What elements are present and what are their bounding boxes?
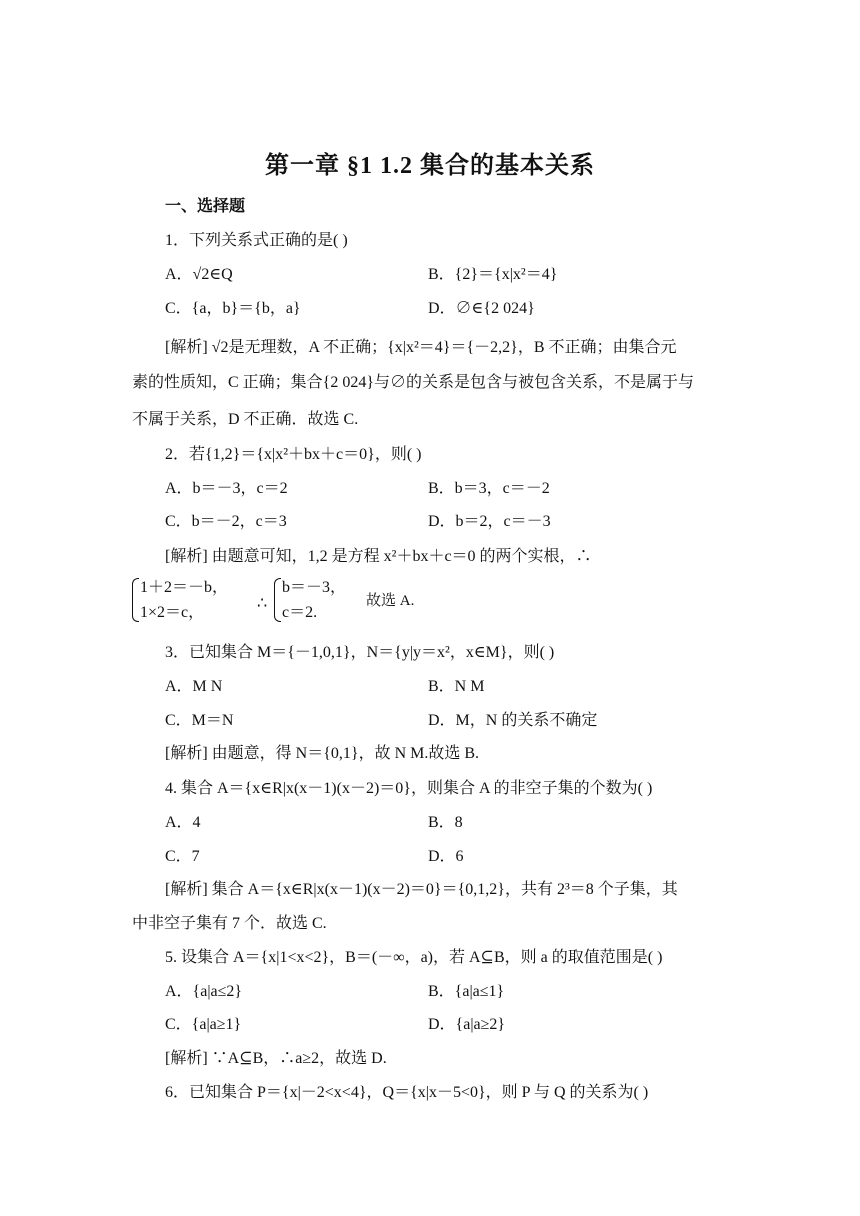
system-brace-1 [132, 578, 139, 622]
question-4-option-d: D．6 [428, 848, 464, 865]
system-1-eq-1: 1＋2＝－b， [140, 579, 229, 596]
question-1-solution-line-3: 不属于关系，D 不正确．故选 C. [132, 411, 359, 428]
question-1-option-c: C．{a，b}＝{b，a} [165, 300, 301, 317]
question-2-solution-line-1: [解析] 由题意可知，1,2 是方程 x²＋bx＋c＝0 的两个实根，∴ [165, 548, 592, 565]
question-1-option-b: B．{2}＝{x|x²＝4} [428, 266, 558, 283]
system-1-eq-2: 1×2＝c， [140, 604, 205, 621]
question-3-stem: 3．已知集合 M＝{－1,0,1}，N＝{y|y＝x²，x∈M}，则( ) [165, 644, 555, 661]
question-1-stem: 1．下列关系式正确的是( ) [165, 232, 348, 249]
section-heading: 一、选择题 [165, 198, 246, 215]
question-1-option-a: A．√2∈Q [165, 266, 233, 283]
question-4-stem: 4. 集合 A＝{x∈R|x(x－1)(x－2)＝0}，则集合 A 的非空子集的个数为( ) [165, 780, 653, 797]
question-2-option-a: A．b＝－3，c＝2 [165, 480, 288, 497]
question-3-option-a: A．M N [165, 678, 223, 695]
question-5-option-d: D．{a|a≥2} [428, 1016, 506, 1033]
question-4-solution-line-2: 中非空子集有 7 个．故选 C. [132, 915, 327, 932]
question-1-solution-line-1: [解析] √2是无理数，A 不正确；{x|x²＝4}＝{－2,2}，B 不正确；由集合元 [165, 339, 677, 356]
question-4-solution-line-1: [解析] 集合 A＝{x∈R|x(x－1)(x－2)＝0}＝{0,1,2}，共有 2³＝8 个子集，其 [165, 881, 678, 898]
system-2-eq-2: c＝2. [282, 604, 318, 621]
question-2-option-d: D．b＝2，c＝－3 [428, 513, 551, 530]
page-title: 第一章 §1 1.2 集合的基本关系 [265, 153, 595, 179]
question-3-option-b: B．N M [428, 678, 485, 695]
system-brace-2 [274, 578, 281, 622]
question-5-option-b: B．{a|a≤1} [428, 983, 505, 1000]
question-1-solution-line-2: 素的性质知，C 正确；集合{2 024}与∅的关系是包含与被包含关系，不是属于与 [132, 374, 695, 391]
question-2-stem: 2．若{1,2}＝{x|x²＋bx＋c＝0}，则( ) [165, 446, 422, 463]
question-4-option-a: A．4 [165, 814, 201, 831]
question-3-option-d: D．M，N 的关系不确定 [428, 712, 598, 729]
therefore-symbol: ∴ [257, 595, 268, 612]
question-4-option-b: B．8 [428, 814, 463, 831]
question-1-option-d: D．∅∈{2 024} [428, 300, 535, 317]
question-5-option-a: A．{a|a≤2} [165, 983, 243, 1000]
question-2-option-b: B．b＝3，c＝－2 [428, 480, 550, 497]
question-2-option-c: C．b＝－2，c＝3 [165, 513, 287, 530]
question-3-option-c: C．M＝N [165, 712, 234, 729]
system-2-eq-1: b＝－3， [282, 579, 347, 596]
question-3-solution: [解析] 由题意，得 N＝{0,1}，故 N M.故选 B. [165, 745, 480, 762]
question-5-option-c: C．{a|a≥1} [165, 1016, 242, 1033]
question-5-stem: 5. 设集合 A＝{x|1<x<2}，B＝(－∞，a)，若 A⊆B，则 a 的取值范围是( ) [165, 949, 663, 966]
question-4-option-c: C．7 [165, 848, 200, 865]
question-2-solution-line-2: 故选 A. [366, 593, 415, 609]
question-5-solution: [解析] ∵A⊆B，∴a≥2，故选 D. [165, 1050, 387, 1067]
question-6-stem: 6．已知集合 P＝{x|－2<x<4}，Q＝{x|x－5<0}，则 P 与 Q 的关系为( ) [165, 1084, 649, 1101]
